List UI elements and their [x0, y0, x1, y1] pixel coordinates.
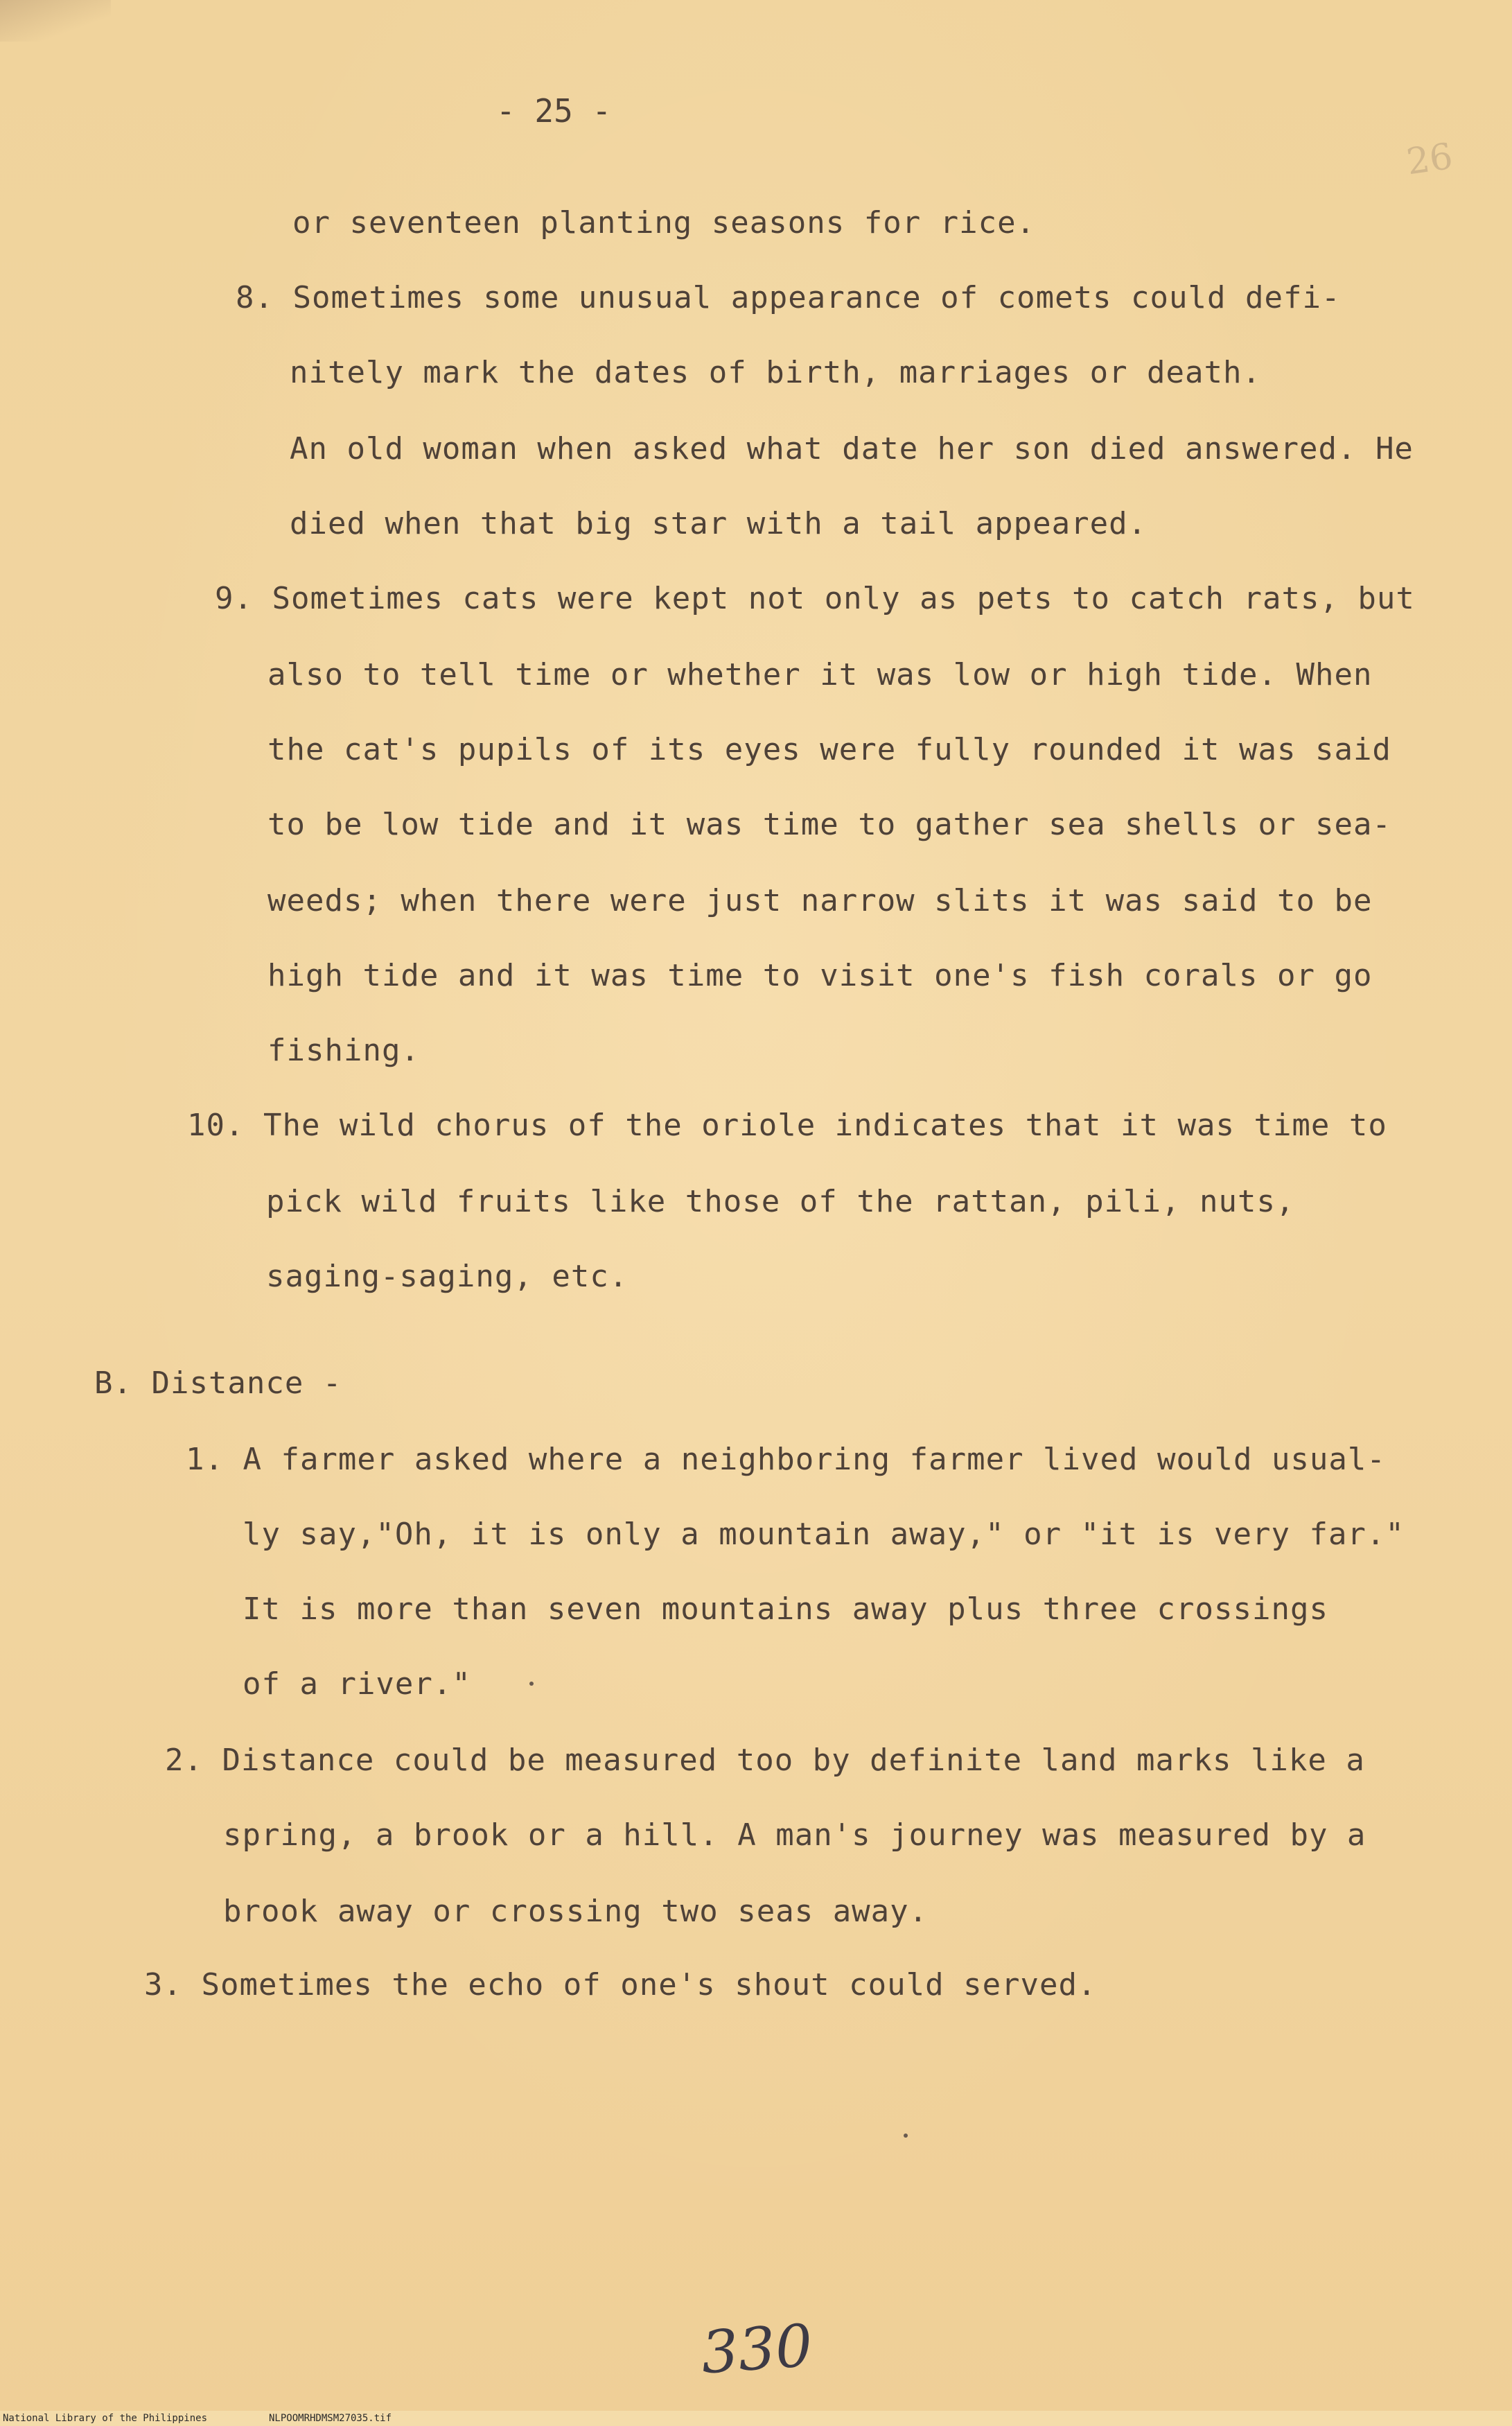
text-line: to be low tide and it was time to gather sea shells or sea-: [267, 807, 1391, 842]
ink-dot: [904, 2133, 908, 2138]
text-line: An old woman when asked what date her son died answered. He: [290, 431, 1414, 466]
list-item-10: 10. The wild chorus of the oriole indicates that it was time to: [187, 1108, 1387, 1143]
corner-stain: [0, 0, 111, 42]
footer-library-name: National Library of the Philippines: [3, 2413, 208, 2424]
footer-bar: [0, 2411, 1512, 2426]
list-item-8: 8. Sometimes some unusual appearance of comets could defi-: [236, 280, 1341, 315]
handwritten-page-number: 330: [698, 2311, 815, 2387]
page-number: - 25 -: [496, 92, 612, 130]
list-item-2: 2. Distance could be measured too by definite land marks like a: [165, 1743, 1365, 1778]
text-line: died when that big star with a tail appeared.: [290, 506, 1148, 541]
text-line: weeds; when there were just narrow slits it was said to be: [267, 883, 1373, 918]
list-item-1: 1. A farmer asked where a neighboring farmer lived would usual-: [186, 1442, 1386, 1477]
list-item-9: 9. Sometimes cats were kept not only as pets to catch rats, but: [215, 581, 1415, 616]
text-line: brook away or crossing two seas away.: [223, 1894, 929, 1929]
text-line: ly say,"Oh, it is only a mountain away," or "it is very far.": [243, 1517, 1405, 1552]
text-line: nitely mark the dates of birth, marriages or death.: [290, 355, 1262, 390]
text-line: of a river.": [243, 1666, 471, 1702]
list-item-3: 3. Sometimes the echo of one's shout could served.: [144, 1967, 1097, 2002]
text-line: It is more than seven mountains away plus three crossings: [243, 1591, 1328, 1627]
text-line: saging-saging, etc.: [266, 1259, 628, 1294]
text-line: spring, a brook or a hill. A man's journey was measured by a: [223, 1817, 1366, 1853]
text-line: the cat's pupils of its eyes were fully rounded it was said: [267, 732, 1391, 767]
section-heading: B. Distance -: [94, 1365, 342, 1401]
text-line: high tide and it was time to visit one's fish corals or go: [267, 958, 1373, 993]
text-line: fishing.: [267, 1033, 420, 1068]
corner-page-mark: 26: [1404, 135, 1456, 184]
text-line: pick wild fruits like those of the rattan, pili, nuts,: [266, 1184, 1295, 1219]
ink-dot: [529, 1682, 534, 1686]
text-line: or seventeen planting seasons for rice.: [292, 205, 1036, 241]
footer-file-name: NLPOOMRHDMSM27035.tif: [269, 2413, 392, 2424]
text-line: also to tell time or whether it was low or high tide. When: [267, 657, 1373, 692]
